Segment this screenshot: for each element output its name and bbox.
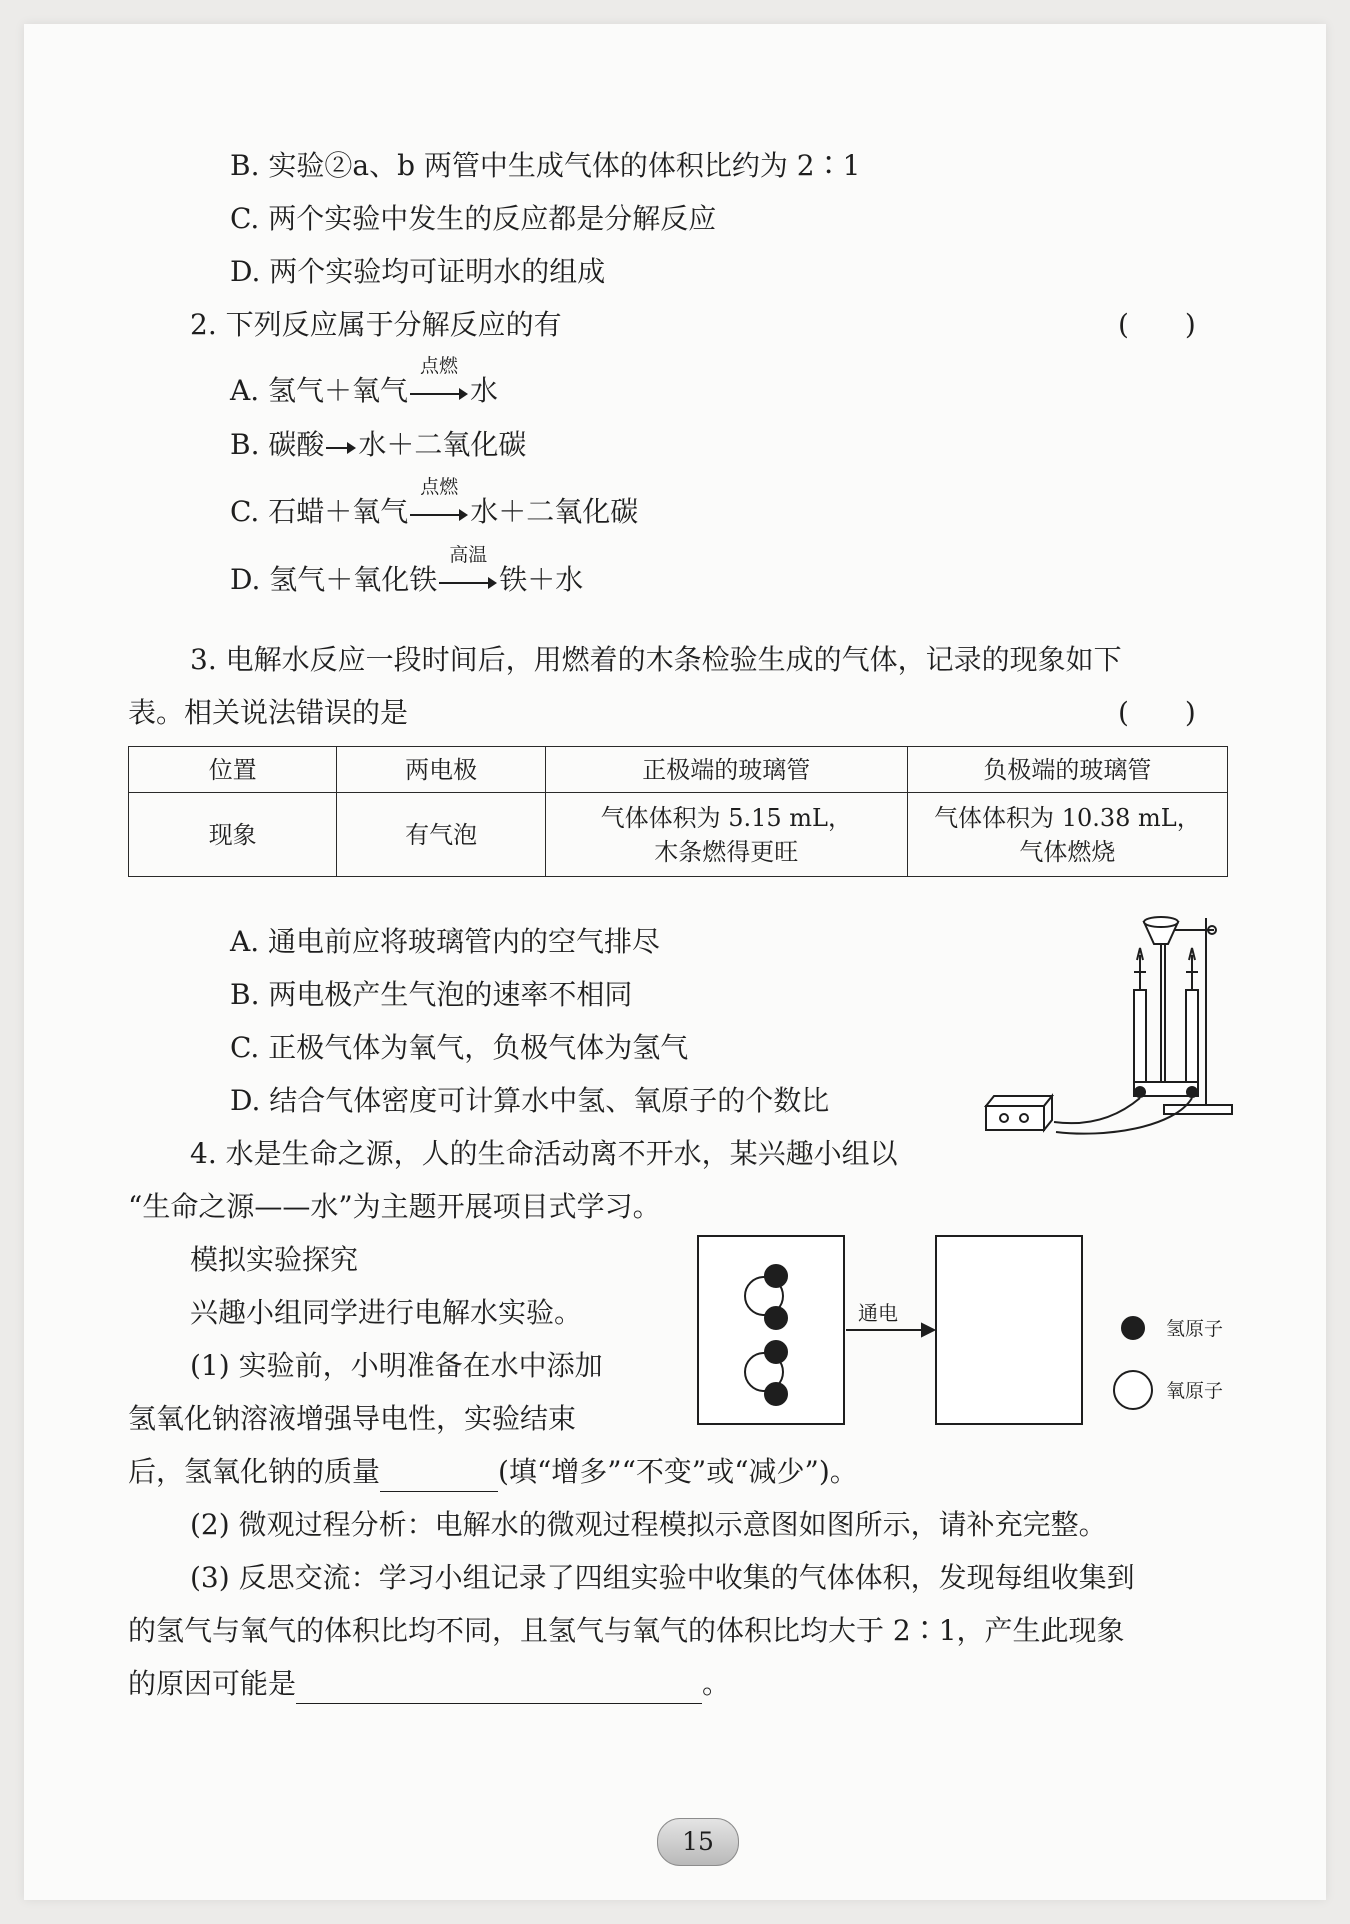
q3-option-c: C. 正极气体为氧气，负极气体为氢气 bbox=[230, 1031, 689, 1064]
q3-answer-paren: ( ) bbox=[1118, 696, 1196, 729]
q2-d-reactants: D. 氢气＋氧化铁 bbox=[230, 563, 438, 596]
q4-line2: “生命之源——水”为主题开展项目式学习。 bbox=[128, 1190, 661, 1223]
q2-option-d bbox=[230, 544, 584, 600]
reaction-arrow bbox=[408, 355, 470, 411]
q3-option-a: A. 通电前应将玻璃管内的空气排尽 bbox=[230, 925, 661, 958]
q2-a-products: 水 bbox=[470, 374, 499, 407]
table-header-position: 位置 bbox=[129, 747, 337, 793]
electrolysis-apparatus-illustration bbox=[974, 900, 1244, 1140]
observation-table bbox=[128, 746, 1228, 877]
q3-stem-line2: 表。相关说法错误的是 bbox=[128, 696, 409, 729]
positive-observation: 木条燃得更旺 bbox=[654, 837, 799, 866]
page-number: 15 bbox=[657, 1818, 739, 1866]
q4-part1-text: 后，氢氧化钠的质量 bbox=[128, 1455, 381, 1488]
q4-part1-line2: 氢氧化钠溶液增强导电性，实验结束 bbox=[128, 1402, 577, 1435]
q1-option-c: C. 两个实验中发生的反应都是分解反应 bbox=[230, 202, 717, 235]
table-cell-negative bbox=[907, 793, 1227, 877]
q4-part1-line3 bbox=[128, 1452, 858, 1492]
table-cell-electrodes: 有气泡 bbox=[337, 793, 545, 877]
table-header-negative: 负极端的玻璃管 bbox=[907, 747, 1227, 793]
negative-observation: 气体燃烧 bbox=[1019, 837, 1116, 866]
table-header-electrodes: 两电极 bbox=[337, 747, 545, 793]
q4-line1: 4. 水是生命之源，人的生命活动离不开水，某兴趣小组以 bbox=[190, 1137, 898, 1170]
reaction-condition: 高温 bbox=[449, 544, 488, 566]
table-header-positive: 正极端的玻璃管 bbox=[545, 747, 907, 793]
q4-section-title: 模拟实验探究 bbox=[190, 1243, 359, 1276]
q4-part1-line1: (1) 实验前，小明准备在水中添加 bbox=[190, 1349, 603, 1382]
q3-option-d: D. 结合气体密度可计算水中氢、氧原子的个数比 bbox=[230, 1084, 830, 1117]
worksheet-page bbox=[24, 24, 1326, 1900]
q2-c-products: 水＋二氧化碳 bbox=[470, 495, 639, 528]
q1-option-b: B. 实验②a、b 两管中生成气体的体积比约为 2∶1 bbox=[230, 149, 861, 182]
q4-part1-hint: (填“增多”“不变”或“减少”)。 bbox=[498, 1455, 858, 1488]
q2-c-reactants: C. 石蜡＋氧气 bbox=[230, 495, 409, 528]
q4-part3-line1: (3) 反思交流：学习小组记录了四组实验中收集的气体体积，发现每组收集到 bbox=[190, 1561, 1135, 1594]
q3-option-b: B. 两电极产生气泡的速率不相同 bbox=[230, 978, 633, 1011]
q2-a-reactants: A. 氢气＋氧气 bbox=[230, 374, 409, 407]
q4-part2: (2) 微观过程分析：电解水的微观过程模拟示意图如图所示，请补充完整。 bbox=[190, 1508, 1107, 1541]
q4-intro: 兴趣小组同学进行电解水实验。 bbox=[190, 1296, 583, 1329]
q2-option-c bbox=[230, 476, 639, 532]
q4-part3-line3 bbox=[128, 1664, 730, 1704]
reaction-arrow bbox=[408, 476, 470, 532]
reaction-arrow bbox=[437, 544, 499, 600]
q2-stem: 2. 下列反应属于分解反应的有 bbox=[190, 308, 562, 341]
q2-b-products: 水＋二氧化碳 bbox=[358, 428, 527, 461]
table-cell-positive bbox=[545, 793, 907, 877]
reaction-condition: 点燃 bbox=[420, 476, 459, 498]
negative-volume: 气体体积为 10.38 mL， bbox=[934, 803, 1201, 832]
q2-option-a bbox=[230, 355, 499, 411]
q4-part3-text: 的原因可能是 bbox=[128, 1667, 297, 1700]
electrolysis-micro-diagram bbox=[696, 1234, 1256, 1444]
q3-stem-line1: 3. 电解水反应一段时间后，用燃着的木条检验生成的气体，记录的现象如下 bbox=[190, 643, 1122, 676]
answer-blank-naoh-mass[interactable] bbox=[380, 1461, 498, 1492]
q2-option-b bbox=[230, 425, 526, 465]
positive-volume: 气体体积为 5.15 mL， bbox=[600, 803, 852, 832]
q2-d-products: 铁＋水 bbox=[499, 563, 584, 596]
diagram-arrow-label: 通电 bbox=[858, 1301, 898, 1325]
reaction-condition: 点燃 bbox=[420, 355, 459, 377]
legend-hydrogen-label: 氢原子 bbox=[1166, 1318, 1224, 1340]
q2-b-reactants: B. 碳酸 bbox=[230, 428, 325, 461]
q1-option-d: D. 两个实验均可证明水的组成 bbox=[230, 255, 606, 288]
q2-answer-paren: ( ) bbox=[1118, 308, 1196, 341]
table-row-label: 现象 bbox=[129, 793, 337, 877]
q4-part3-line2: 的氢气与氧气的体积比均不同，且氢气与氧气的体积比均大于 2∶1，产生此现象 bbox=[128, 1614, 1125, 1647]
answer-blank-reason[interactable] bbox=[296, 1673, 702, 1704]
legend-oxygen-label: 氧原子 bbox=[1166, 1380, 1224, 1402]
reaction-arrow bbox=[324, 425, 358, 465]
q4-part3-end: 。 bbox=[702, 1667, 731, 1700]
